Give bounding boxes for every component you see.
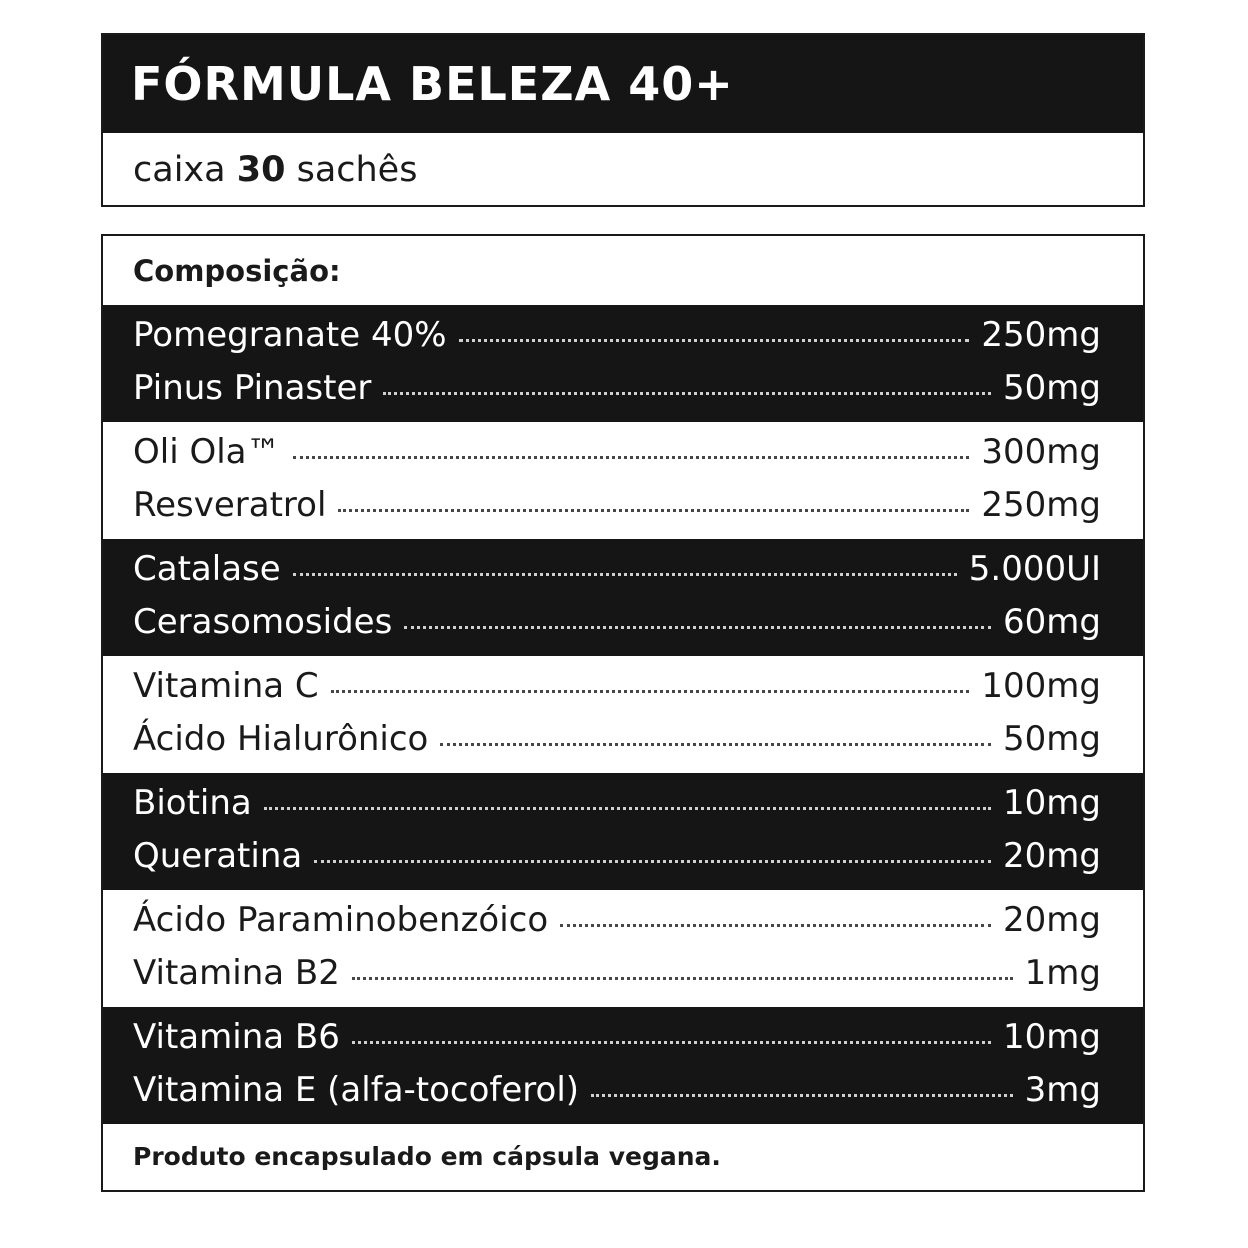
- ingredient-amount: 50mg: [1003, 719, 1101, 759]
- ingredient-amount: 20mg: [1003, 900, 1101, 940]
- dot-leader: [352, 1041, 991, 1044]
- ingredient-row: [133, 900, 1101, 953]
- ingredient-name: Ácido Paraminobenzóico: [133, 900, 549, 940]
- composition-table: [101, 234, 1145, 1192]
- package-suffix: sachês: [296, 150, 418, 190]
- ingredient-row: [133, 666, 1101, 719]
- ingredient-row: [133, 315, 1101, 368]
- ingredient-row: [133, 719, 1101, 772]
- package-info: [103, 133, 1143, 207]
- dot-leader: [404, 626, 991, 629]
- product-header: [101, 33, 1145, 207]
- product-title: FÓRMULA BELEZA 40+: [131, 57, 734, 111]
- ingredient-row: [133, 1070, 1101, 1123]
- ingredient-name: Ácido Hialurônico: [133, 719, 429, 759]
- ingredient-row: [133, 485, 1101, 538]
- dot-leader: [440, 743, 991, 746]
- dot-leader: [331, 690, 970, 693]
- ingredient-amount: 10mg: [1003, 783, 1101, 823]
- ingredient-row: [133, 953, 1101, 1006]
- dot-leader: [293, 456, 970, 459]
- ingredient-amount: 250mg: [981, 485, 1101, 525]
- dot-leader: [591, 1094, 1013, 1097]
- ingredient-amount: 300mg: [981, 432, 1101, 472]
- capsule-note: Produto encapsulado em cápsula vegana.: [133, 1141, 721, 1171]
- ingredient-amount: 20mg: [1003, 836, 1101, 876]
- ingredient-row: [133, 432, 1101, 485]
- ingredient-name: Biotina: [133, 783, 252, 823]
- ingredient-name: Resveratrol: [133, 485, 327, 525]
- ingredient-groups: [103, 305, 1143, 1124]
- title-bar: [103, 35, 1143, 133]
- ingredient-group: [103, 656, 1143, 773]
- ingredient-row: [133, 549, 1101, 602]
- ingredient-name: Vitamina C: [133, 666, 319, 706]
- ingredient-amount: 100mg: [981, 666, 1101, 706]
- dot-leader: [264, 807, 991, 810]
- ingredient-row: [133, 1017, 1101, 1070]
- ingredient-group: [103, 1007, 1143, 1124]
- dot-leader: [352, 977, 1013, 980]
- ingredient-name: Pomegranate 40%: [133, 315, 447, 355]
- dot-leader: [383, 392, 991, 395]
- ingredient-group: [103, 422, 1143, 539]
- ingredient-name: Vitamina E (alfa-tocoferol): [133, 1070, 580, 1110]
- package-count: 30: [236, 150, 286, 190]
- dot-leader: [459, 339, 970, 342]
- ingredient-name: Vitamina B6: [133, 1017, 340, 1057]
- ingredient-row: [133, 368, 1101, 421]
- dot-leader: [560, 924, 991, 927]
- composition-heading: Composição:: [133, 253, 341, 288]
- dot-leader: [338, 509, 969, 512]
- ingredient-name: Pinus Pinaster: [133, 368, 372, 408]
- ingredient-group: [103, 305, 1143, 422]
- ingredient-row: [133, 602, 1101, 655]
- ingredient-name: Cerasomosides: [133, 602, 393, 642]
- ingredient-amount: 1mg: [1024, 953, 1101, 993]
- dot-leader: [314, 860, 991, 863]
- ingredient-name: Queratina: [133, 836, 303, 876]
- ingredient-amount: 60mg: [1003, 602, 1101, 642]
- package-prefix: caixa: [133, 150, 226, 190]
- ingredient-name: Vitamina B2: [133, 953, 340, 993]
- ingredient-group: [103, 890, 1143, 1007]
- ingredient-amount: 3mg: [1024, 1070, 1101, 1110]
- ingredient-name: Catalase: [133, 549, 281, 589]
- ingredient-group: [103, 773, 1143, 890]
- ingredient-name: Oli Ola™: [133, 432, 281, 472]
- ingredient-amount: 5.000UI: [968, 549, 1101, 589]
- ingredient-amount: 50mg: [1003, 368, 1101, 408]
- ingredient-amount: 250mg: [981, 315, 1101, 355]
- ingredient-amount: 10mg: [1003, 1017, 1101, 1057]
- ingredient-row: [133, 783, 1101, 836]
- ingredient-group: [103, 539, 1143, 656]
- ingredient-row: [133, 836, 1101, 889]
- dot-leader: [293, 573, 957, 576]
